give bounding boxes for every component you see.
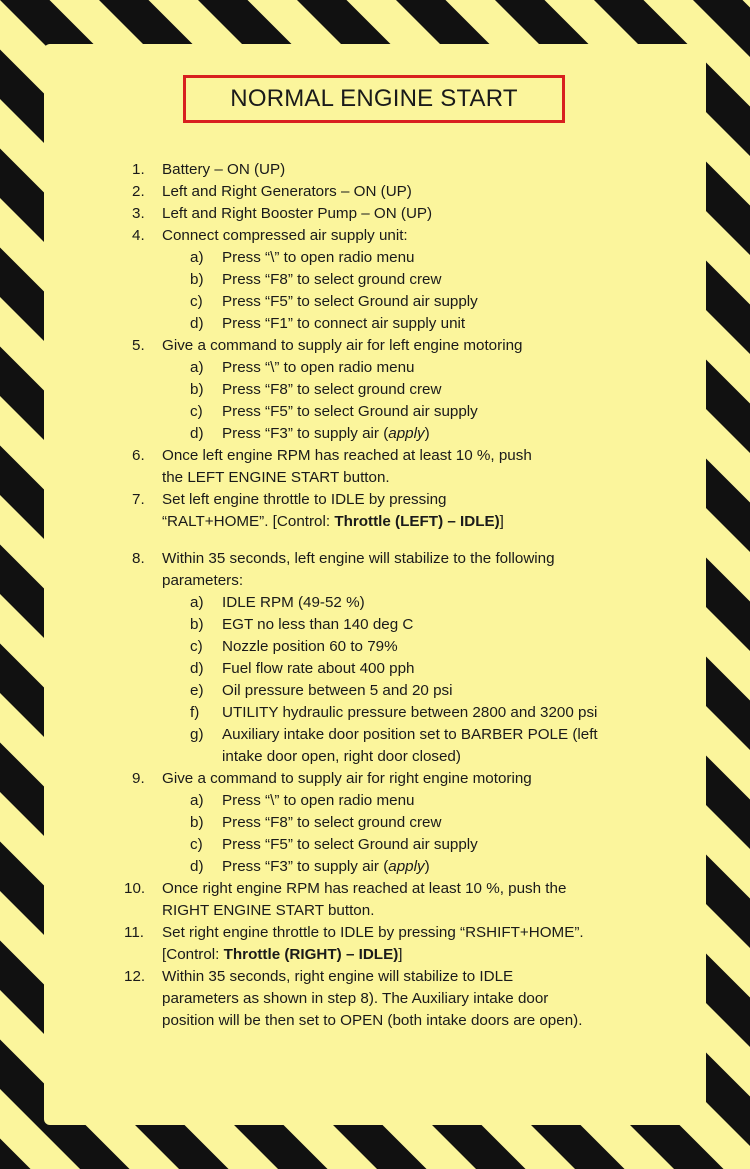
sub-text: Press “F3” to supply air ( bbox=[222, 425, 389, 442]
step-number: 11. bbox=[124, 924, 144, 941]
sub-text: Press “F8” to select ground crew bbox=[222, 271, 442, 288]
sub-text: Auxiliary intake door position set to BARBER POLE (left bbox=[222, 726, 598, 743]
sub-text: Press “\” to open radio menu bbox=[222, 792, 415, 809]
sub-item bbox=[0, 291, 750, 313]
step-text: “RALT+HOME”. [Control: bbox=[162, 513, 335, 530]
sub-item bbox=[0, 379, 750, 401]
step-text: Left and Right Generators – ON (UP) bbox=[162, 183, 412, 200]
sub-text: Oil pressure between 5 and 20 psi bbox=[222, 682, 453, 699]
step-text-control bbox=[162, 511, 750, 533]
sub-text: Press “F5” to select Ground air supply bbox=[222, 293, 478, 310]
sub-item bbox=[0, 790, 750, 812]
sub-text: Press “F1” to connect air supply unit bbox=[222, 315, 466, 332]
sub-text: Fuel flow rate about 400 pph bbox=[222, 660, 415, 677]
list-item bbox=[0, 335, 750, 357]
sub-item bbox=[0, 658, 750, 680]
step-text: parameters as shown in step 8). The Auxiliary intake door bbox=[162, 990, 549, 1007]
step-text: Within 35 seconds, right engine will stabilize to IDLE bbox=[162, 968, 514, 985]
sub-text-italic: apply bbox=[388, 425, 425, 442]
sub-letter: a) bbox=[190, 792, 204, 809]
sub-letter: b) bbox=[190, 381, 204, 398]
step-number: 7. bbox=[132, 491, 145, 508]
list-item bbox=[0, 878, 750, 922]
sub-text: Press “F8” to select ground crew bbox=[222, 814, 442, 831]
step-text-control bbox=[162, 944, 750, 966]
sub-item bbox=[0, 247, 750, 269]
sub-letter: d) bbox=[190, 858, 204, 875]
spacer bbox=[0, 533, 750, 548]
sub-text: EGT no less than 140 deg C bbox=[222, 616, 414, 633]
steps-list bbox=[0, 159, 750, 1032]
list-item bbox=[0, 548, 750, 592]
step-text: Left and Right Booster Pump – ON (UP) bbox=[162, 205, 433, 222]
step-text: Battery – ON (UP) bbox=[162, 161, 286, 178]
step-number: 9. bbox=[132, 770, 145, 787]
step-text: Once left engine RPM has reached at least 10 %, push bbox=[162, 447, 532, 464]
sub-letter: d) bbox=[190, 315, 204, 332]
step-text: Give a command to supply air for left engine motoring bbox=[162, 337, 523, 354]
sub-text: intake door open, right door closed) bbox=[222, 748, 461, 765]
sub-item bbox=[0, 269, 750, 291]
step-text: [Control: bbox=[162, 946, 224, 963]
sub-letter: g) bbox=[190, 726, 204, 743]
sub-letter: a) bbox=[190, 359, 204, 376]
step-text: the LEFT ENGINE START button. bbox=[162, 469, 390, 486]
sub-text-after: ) bbox=[424, 425, 430, 442]
sub-text: Press “F5” to select Ground air supply bbox=[222, 836, 478, 853]
step-text-bold: Throttle (LEFT) – IDLE) bbox=[334, 513, 500, 530]
step-number: 5. bbox=[132, 337, 145, 354]
step-text: ] bbox=[398, 946, 403, 963]
sub-letter: d) bbox=[190, 425, 204, 442]
step-text: Within 35 seconds, left engine will stabilize to the following bbox=[162, 550, 555, 567]
sub-item bbox=[0, 636, 750, 658]
list-item bbox=[0, 768, 750, 790]
list-item bbox=[0, 225, 750, 247]
step-number: 6. bbox=[132, 447, 145, 464]
sub-text-italic: apply bbox=[388, 858, 425, 875]
step-text: RIGHT ENGINE START button. bbox=[162, 902, 375, 919]
step-number: 8. bbox=[132, 550, 145, 567]
sub-letter: c) bbox=[190, 638, 203, 655]
sub-text: Press “\” to open radio menu bbox=[222, 359, 415, 376]
sub-text: IDLE RPM (49-52 %) bbox=[222, 594, 365, 611]
step-number: 2. bbox=[132, 183, 145, 200]
sub-item bbox=[0, 401, 750, 423]
step-number: 4. bbox=[132, 227, 145, 244]
sub-item bbox=[0, 724, 750, 768]
list-item bbox=[0, 922, 750, 966]
step-text-bold: Throttle (RIGHT) – IDLE) bbox=[223, 946, 399, 963]
list-item bbox=[0, 159, 750, 181]
sub-letter: c) bbox=[190, 403, 203, 420]
step-number: 3. bbox=[132, 205, 145, 222]
step-text: ] bbox=[499, 513, 504, 530]
step-number: 1. bbox=[132, 161, 145, 178]
sub-letter: d) bbox=[190, 660, 204, 677]
list-item bbox=[0, 489, 750, 533]
sub-item bbox=[0, 313, 750, 335]
sub-text: Press “F8” to select ground crew bbox=[222, 381, 442, 398]
list-item bbox=[0, 181, 750, 203]
sub-text: Press “F3” to supply air ( bbox=[222, 858, 389, 875]
step-text: Set left engine throttle to IDLE by pressing bbox=[162, 491, 447, 508]
sub-text-after: ) bbox=[424, 858, 430, 875]
sub-item bbox=[0, 614, 750, 636]
sub-letter: b) bbox=[190, 616, 204, 633]
list-item bbox=[0, 203, 750, 225]
sub-letter: b) bbox=[190, 814, 204, 831]
sub-text: Press “\” to open radio menu bbox=[222, 249, 415, 266]
step-number: 10. bbox=[124, 880, 146, 897]
sub-item bbox=[0, 834, 750, 856]
sub-letter: c) bbox=[190, 836, 203, 853]
sub-text: Press “F5” to select Ground air supply bbox=[222, 403, 478, 420]
sub-letter: a) bbox=[190, 249, 204, 266]
step-text: Set right engine throttle to IDLE by pressing “RSHIFT+HOME”. bbox=[162, 924, 584, 941]
sub-item bbox=[0, 357, 750, 379]
page-title: NORMAL ENGINE START bbox=[183, 75, 565, 123]
sub-item bbox=[0, 423, 750, 445]
step-text: position will be then set to OPEN (both intake doors are open). bbox=[162, 1012, 583, 1029]
step-text: Give a command to supply air for right engine motoring bbox=[162, 770, 532, 787]
list-item bbox=[0, 445, 750, 489]
step-text: Connect compressed air supply unit: bbox=[162, 227, 408, 244]
sub-item bbox=[0, 856, 750, 878]
step-text: Once right engine RPM has reached at least 10 %, push the bbox=[162, 880, 567, 897]
list-item bbox=[0, 966, 750, 1032]
sub-letter: a) bbox=[190, 594, 204, 611]
sub-text: Nozzle position 60 to 79% bbox=[222, 638, 398, 655]
sub-item bbox=[0, 592, 750, 614]
sub-item bbox=[0, 680, 750, 702]
sub-item bbox=[0, 812, 750, 834]
sub-letter: b) bbox=[190, 271, 204, 288]
step-number: 12. bbox=[124, 968, 146, 985]
sub-letter: e) bbox=[190, 682, 204, 699]
sub-text: UTILITY hydraulic pressure between 2800 and 3200 psi bbox=[222, 704, 598, 721]
sub-item bbox=[0, 702, 750, 724]
step-text: parameters: bbox=[162, 572, 244, 589]
sub-letter: f) bbox=[190, 704, 200, 721]
sub-letter: c) bbox=[190, 293, 203, 310]
